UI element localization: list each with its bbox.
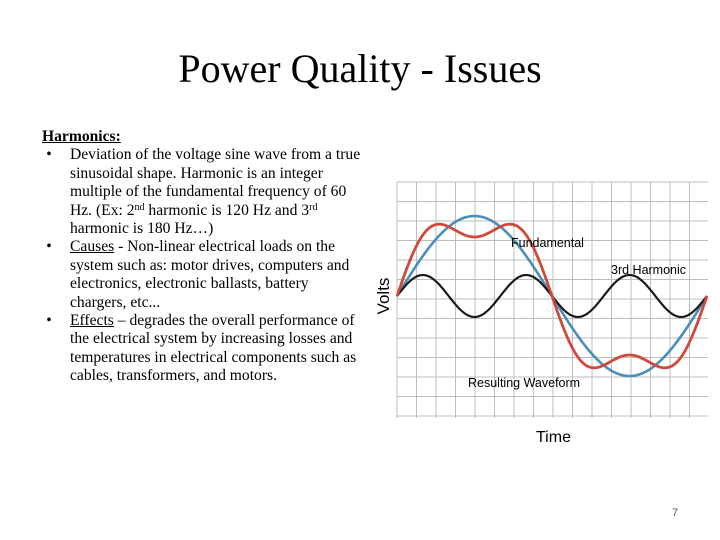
- definition-sup-a: nd: [134, 201, 145, 213]
- y-axis-label: Volts: [374, 277, 393, 315]
- bullet-definition: [42, 146, 368, 238]
- bullet-effects: [42, 312, 368, 386]
- harmonics-figure: [368, 170, 718, 460]
- causes-text: - Non-linear electrical loads on the system such as: motor drives, computers and electronics, electronic ballasts, battery chargers, etc...: [70, 238, 350, 311]
- content-text: [42, 128, 368, 386]
- effects-term: Effects: [70, 312, 114, 330]
- definition-text-c: harmonic is 180 Hz…): [70, 220, 214, 238]
- bullet-symbol: •: [46, 146, 52, 164]
- slide-title: Power Quality - Issues: [178, 46, 542, 91]
- definition-sup-b: rd: [309, 201, 318, 213]
- definition-text-b: harmonic is 120 Hz and 3: [144, 201, 310, 219]
- effects-text: – degrades the overall performance of the electrical system by increasing losses and temperatures in electrical components such as cables, transformers, and motors.: [70, 312, 357, 385]
- resulting-waveform-label: Resulting Waveform: [468, 376, 581, 390]
- causes-term: Causes: [70, 238, 115, 256]
- section-heading: Harmonics:: [42, 128, 121, 145]
- fundamental-label: Fundamental: [511, 236, 584, 250]
- third-harmonic-label: 3rd Harmonic: [611, 263, 687, 277]
- x-axis-label: Time: [536, 429, 571, 446]
- page-number: 7: [671, 507, 679, 519]
- bullet-causes: [42, 238, 368, 312]
- bullet-symbol: •: [46, 238, 52, 256]
- bullet-symbol: •: [46, 312, 52, 330]
- definition-text-a: Deviation of the voltage sine wave from a true sinusoidal shape. Harmonic is an integer multiple of the fundamental frequency of 60 Hz. (Ex: 2: [70, 146, 361, 219]
- waveform-diagram: [368, 170, 718, 460]
